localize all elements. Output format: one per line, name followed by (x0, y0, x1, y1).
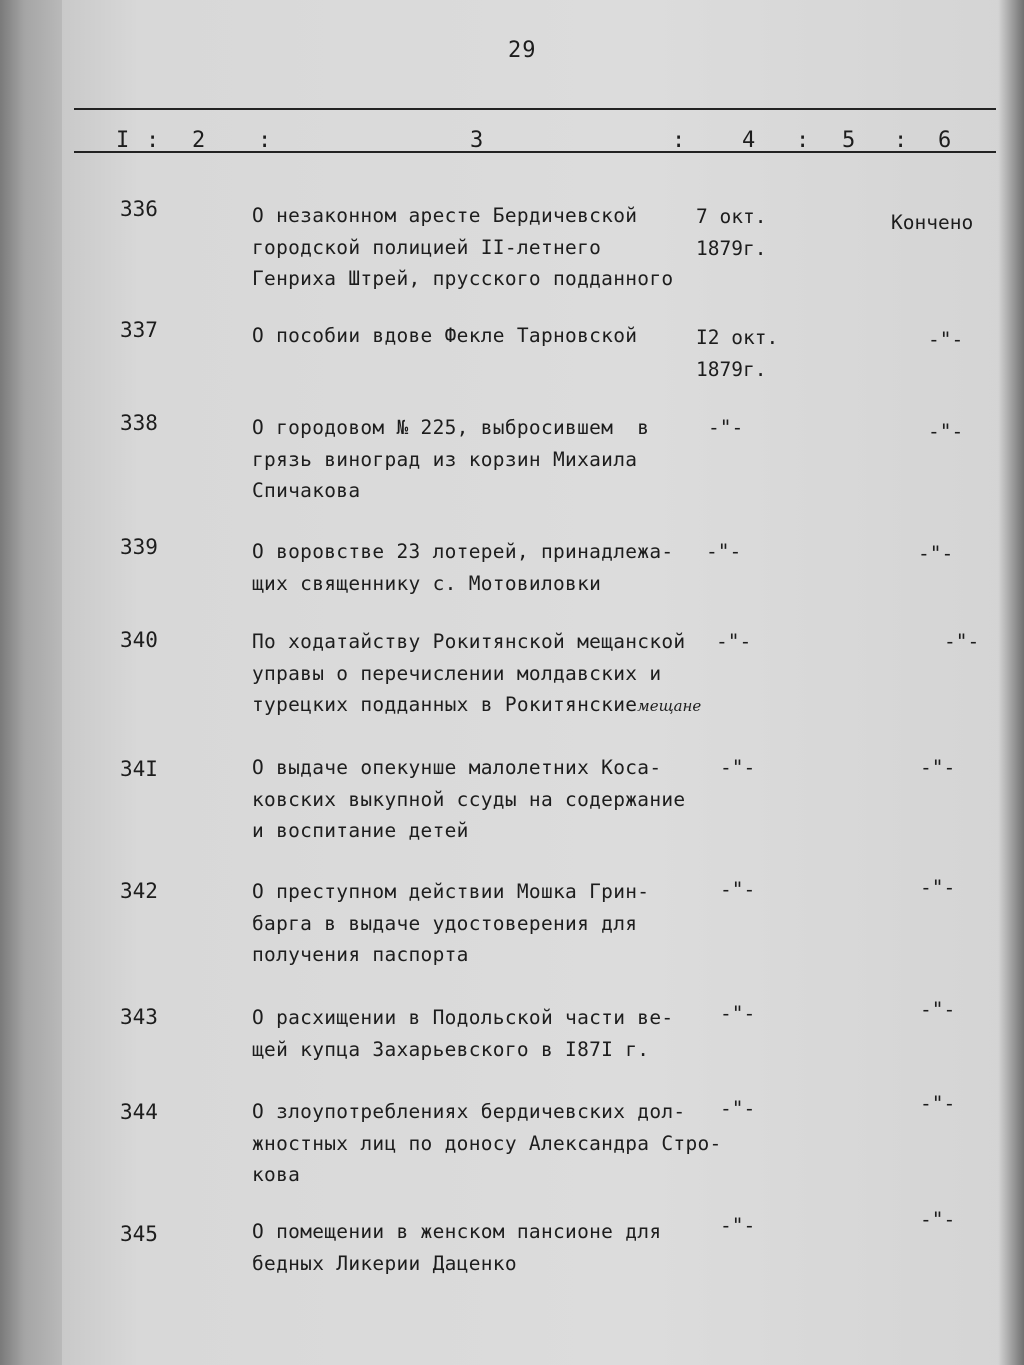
case-date (720, 752, 755, 784)
date-line: 7 окт. (696, 205, 767, 228)
description-line: получения паспорта (252, 943, 469, 966)
case-date (720, 1093, 755, 1125)
case-date (720, 1210, 755, 1242)
case-date (720, 874, 755, 906)
case-number: 340 (120, 628, 158, 652)
case-status: -"- (928, 420, 964, 443)
page-edge-left (0, 0, 62, 1365)
page-edge-right (998, 0, 1024, 1365)
case-status: -"- (944, 630, 980, 653)
description-line: бедных Ликерии Даценко (252, 1251, 517, 1275)
description-line: и воспитание детей (252, 819, 469, 842)
case-description (252, 1216, 722, 1279)
case-number: 336 (120, 197, 158, 221)
date-line: -"- (706, 540, 742, 563)
case-description (252, 536, 722, 599)
case-status: -"- (920, 1092, 956, 1115)
date-line: -"- (720, 1097, 756, 1120)
case-description (252, 1096, 722, 1191)
date-line: I2 окт. (696, 326, 779, 349)
case-number: 344 (120, 1100, 158, 1124)
column-header-2: 2 (192, 128, 206, 153)
description-line: жностных лиц по доносу Александра Стро- (252, 1131, 722, 1155)
description-line: О городовом № 225, выбросившем в (252, 416, 650, 439)
case-status: Кончено (891, 211, 974, 234)
case-number: 339 (120, 535, 158, 559)
description-line: городской полицией II-летнего (252, 235, 602, 259)
case-number: 34I (120, 757, 158, 781)
description-line: О расхищении в Подольской части ве- (252, 1006, 674, 1029)
case-number: 345 (120, 1222, 158, 1246)
date-line: -"- (720, 878, 756, 901)
handwritten-note: мещане (637, 697, 702, 715)
case-description (252, 626, 722, 723)
date-line: -"- (720, 1002, 756, 1025)
description-line: щих священнику с. Мотовиловки (252, 571, 602, 595)
column-header-6: 6 (938, 128, 952, 153)
description-line: О помещении в женском пансионе для (252, 1220, 662, 1243)
description-line: барга в выдаче удостоверения для (252, 911, 638, 935)
case-number: 337 (120, 318, 158, 342)
case-date (696, 201, 766, 264)
case-description (252, 320, 722, 352)
description-line: О воровстве 23 лотерей, принадлежа- (252, 540, 674, 563)
description-line: О злоупотреблениях бердичевских дол- (252, 1100, 686, 1123)
column-separator: : (894, 128, 908, 153)
page-number: 29 (508, 38, 537, 63)
date-line: -"- (716, 630, 752, 653)
description-text: турецких подданных в Рокитянские (252, 693, 638, 716)
case-status: -"- (920, 756, 956, 779)
case-description (252, 876, 722, 971)
case-status: -"- (920, 998, 956, 1021)
case-number: 342 (120, 879, 158, 903)
case-status: -"- (928, 328, 964, 351)
description-line: О выдаче опекунше малолетних Коса- (252, 756, 662, 779)
case-description (252, 1002, 722, 1065)
description-line: Спичакова (252, 479, 361, 502)
column-separator: : (258, 128, 272, 153)
column-separator: : (796, 128, 810, 153)
column-header-3: 3 (470, 128, 484, 153)
case-description (252, 200, 722, 295)
case-number: 343 (120, 1005, 158, 1029)
description-line (252, 689, 722, 723)
case-status: -"- (920, 876, 956, 899)
description-line: управы о перечислении молдавских и (252, 661, 662, 685)
case-description (252, 412, 722, 507)
description-line: О пособии вдове Фекле Тарновской (252, 324, 638, 347)
description-line: грязь виноград из корзин Михаила (252, 447, 638, 471)
date-line: -"- (720, 1214, 756, 1237)
description-line: Генриха Штрей, прусского подданного (252, 267, 674, 290)
column-separator: : (146, 128, 160, 153)
case-number: 338 (120, 411, 158, 435)
case-date (720, 998, 755, 1030)
description-line: кова (252, 1163, 301, 1186)
column-header-4: 4 (742, 128, 756, 153)
date-line: -"- (708, 416, 744, 439)
case-date (706, 536, 741, 568)
date-line: 1879г. (696, 236, 767, 260)
case-date (708, 412, 743, 444)
column-header-5: 5 (842, 128, 856, 153)
description-line: По ходатайству Рокитянской мещанской (252, 630, 686, 653)
description-line: О незаконном аресте Бердичевской (252, 204, 638, 227)
case-date (696, 322, 778, 385)
case-status: -"- (920, 1208, 956, 1231)
column-separator: : (672, 128, 686, 153)
case-date (716, 626, 751, 658)
header-rule-bottom (74, 151, 996, 153)
case-description (252, 752, 722, 847)
date-line: 1879г. (696, 357, 767, 381)
date-line: -"- (720, 756, 756, 779)
description-line: щей купца Захарьевского в I87I г. (252, 1037, 650, 1061)
description-line: О преступном действии Мошка Грин- (252, 880, 650, 903)
description-line: ковских выкупной ссуды на содержание (252, 787, 686, 811)
case-status: -"- (918, 542, 954, 565)
header-rule-top (74, 108, 996, 110)
column-header-1: I (116, 128, 130, 153)
